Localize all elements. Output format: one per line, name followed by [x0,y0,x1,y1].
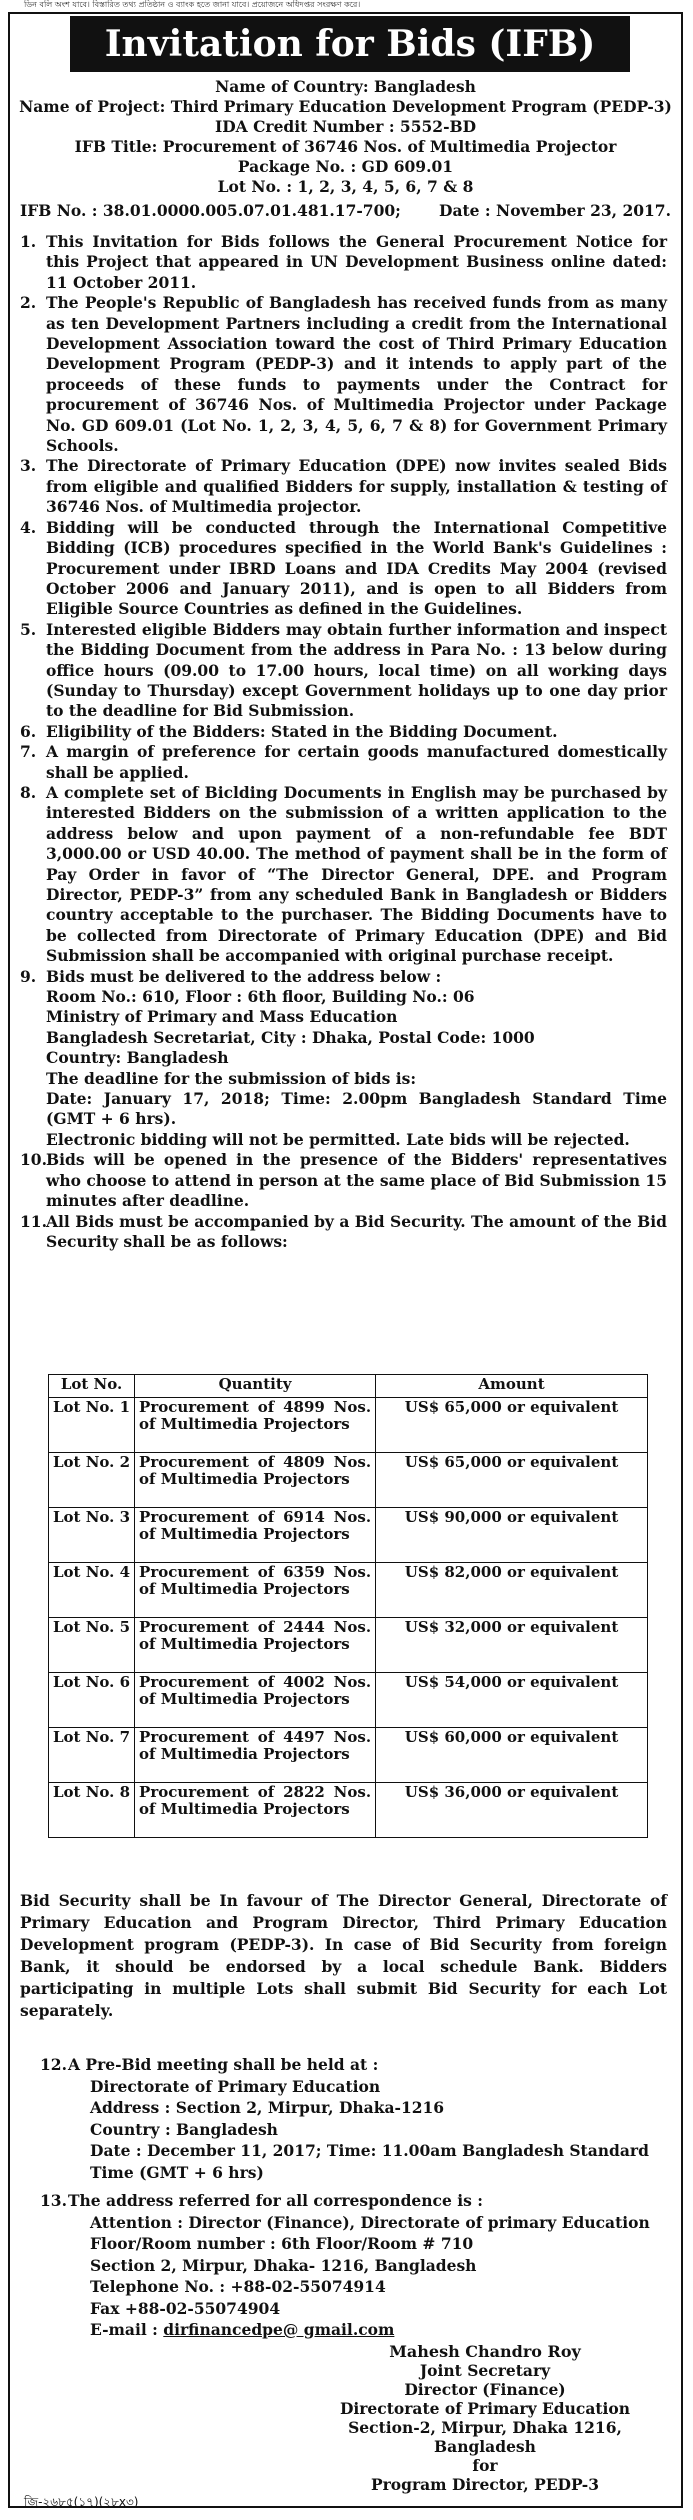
notice-border [8,12,683,2508]
country-line: Name of Country: Bangladesh [215,77,476,96]
item-text: Eligibility of the Bidders: Stated in the Bidding Document. [46,721,558,741]
item-text: Interested eligible Bidders may obtain further information and inspect the Bidding Document from the address in Para No. : 13 below during office hours (09.00 to 17.00 hours, local time) on all working days (Sunday to Thursday) except Government holidays up to one day prior to the deadline for Bid Submission. [46,619,667,721]
item-text: A margin of preference for certain goods manufactured domestically shall be applied. [46,742,667,782]
footer-code: জি-২৬৮৫(১৭)(২৮x৩) [24,2495,139,2509]
item-number: 1. [20,232,37,251]
item-text: A complete set of Biclding Documents in English may be purchased by interested Bidders on the submission of a written application to the address below and upon payment of a non-refundable fee BDT 3,000.00 or USD 40.00. The method of payment shall be in the form of Pay Order in favor of “The Director General, DPE. and Program Director, PEDP-3” from any scheduled Bank in Bangladesh or Bidders country acceptable to the purchaser. The Bidding Documents have to be collected from Directorate of Primary Education (DPE) and Bid Submission shall be accompanied with original purchase receipt. [46,782,667,966]
item-text: This Invitation for Bids follows the General Procurement Notice for this Project that appeared in UN Development Business online dated: 11 October 2011. [46,232,667,292]
signatory-address: Section-2, Mirpur, Dhaka 1216, Bangladesh [348,2418,622,2456]
item-number: 2. [20,293,37,313]
email-label: E-mail : [90,2320,164,2339]
ifb-title-line: IFB Title: Procurement of 36746 Nos. of Multimedia Projector [74,137,617,156]
item-number: 13. [40,2191,67,2210]
quantity-cell: Procurement of 2444 Nos. of Multimedia Projectors [135,1618,376,1673]
bid-security-table [48,1374,648,1838]
ifb-date: Date : November 23, 2017. [439,201,671,220]
notice-title: Invitation for Bids (IFB) [70,16,630,72]
item-number: 5. [20,619,37,639]
list-item [20,742,667,783]
table-row [49,1453,648,1508]
item-number: 6. [20,721,37,741]
item-text: The People's Republic of Bangladesh has received funds from as many as ten Development Partners including a credit from the International Development Association toward the cost of Third Primary Education Development Program (PEDP-3) and it intends to apply part of the proceeds of these funds to payments under the Contract for procurement of 36746 Nos. of Multimedia Projector under Package No. GD 609.01 (Lot No. 1, 2, 3, 4, 5, 6, 7 & 8) for Government Primary Schools. [46,293,667,456]
amount-cell: US$ 90,000 or equivalent [376,1508,648,1563]
quantity-cell: Procurement of 6914 Nos. of Multimedia Projectors [135,1508,376,1563]
item-number: 4. [20,517,37,537]
correspondence-section [42,2190,667,2341]
delivery-room: Room No.: 610, Floor : 6th floor, Building No.: 06 [46,987,475,1007]
correspondence-room: Floor/Room number : 6th Floor/Room # 710 [90,2234,474,2253]
table-header-row [49,1375,648,1398]
amount-cell: US$ 54,000 or equivalent [376,1673,648,1728]
item-text: The Directorate of Primary Education (DPE) now invites sealed Bids from eligible and qualified Bidders for supply, installation & testing of 36746 Nos. of Multimedia projector. [46,456,667,517]
list-item [20,1150,667,1211]
deadline-date: Date: January 17, 2018; Time: 2.00pm Bangladesh Standard Time (GMT + 6 hrs). [46,1089,667,1129]
signatory-role: Director (Finance) [404,2380,566,2399]
list-item [20,518,667,620]
deadline-title: The deadline for the submission of bids is: [46,1068,417,1088]
ifb-number: IFB No. : 38.01.0000.005.07.01.481.17-700; [20,201,401,220]
table-row [49,1508,648,1563]
item-number: 12. [40,2055,67,2074]
package-line: Package No. : GD 609.01 [237,157,454,176]
item-text: Bidding will be conducted through the International Competitive Bidding (ICB) procedures specified in the World Bank's Guidelines : Procurement under IBRD Loans and IDA Credits May 2004 (revised October 2006 and January 2011), and is open to all Bidders from Eligible Source Countries as defined in the Guidelines. [46,517,667,619]
email-link[interactable]: dirfinancedpe@ gmail.com [163,2320,395,2339]
signatory-office: Directorate of Primary Education [339,2399,631,2418]
item-number: 7. [20,742,37,762]
list-item [20,1212,667,1253]
signatory-designation: Joint Secretary [419,2361,551,2380]
quantity-cell: Procurement of 2822 Nos. of Multimedia Projectors [135,1783,376,1838]
pre-bid-venue: Directorate of Primary Education [90,2076,381,2096]
item-number: 3. [20,456,37,476]
pre-bid-country: Country : Bangladesh [90,2119,278,2139]
quantity-cell: Procurement of 4809 Nos. of Multimedia Projectors [135,1453,376,1508]
item-number: 9. [20,966,37,986]
amount-cell: US$ 32,000 or equivalent [376,1618,648,1673]
correspondence-address: Section 2, Mirpur, Dhaka- 1216, Bangladesh [90,2255,477,2275]
item-number: 11. [20,1211,47,1231]
table-row [49,1728,648,1783]
correspondence-title: The address referred for all correspondence is : [68,2191,483,2210]
list-item [20,783,667,967]
numbered-items [20,232,667,1252]
amount-cell: US$ 65,000 or equivalent [376,1453,648,1508]
list-item [20,967,667,1151]
quantity-cell: Procurement of 6359 Nos. of Multimedia Projectors [135,1563,376,1618]
amount-cell: US$ 60,000 or equivalent [376,1728,648,1783]
item-number: 8. [20,782,37,802]
table-row [49,1783,648,1838]
column-header-quantity: Quantity [135,1375,376,1398]
list-item [20,722,667,742]
table-row [49,1398,648,1453]
pre-bid-section [42,2054,667,2183]
bid-security-note: Bid Security shall be In favour of The Director General, Directorate of Primary Education and Program Director, Third Primary Education Development program (PEDP-3). In case of Bid Security from foreign Bank, it should be endorsed by a local schedule Bank. Bidders participating in multiple Lots shall submit Bid Security for each Lot separately. [20,1891,667,2020]
pre-bid-title: A Pre-Bid meeting shall be held at : [68,2055,379,2074]
delivery-country: Country: Bangladesh [46,1048,229,1068]
amount-cell: US$ 82,000 or equivalent [376,1563,648,1618]
credit-line: IDA Credit Number : 5552-BD [214,117,477,136]
lot-cell: Lot No. 6 [49,1673,135,1728]
item-text: All Bids must be accompanied by a Bid Security. The amount of the Bid Security shall be as follows: [46,1211,667,1251]
correspondence-attention: Attention : Director (Finance), Directorate of primary Education [90,2212,650,2232]
amount-cell: US$ 65,000 or equivalent [376,1398,648,1453]
list-item [20,232,667,293]
top-cutoff-text: ডিন বলি অংশ যাবে। বিস্তারিত তথ্য প্রতিষ্ঠান ও ব্যাংক হতে জানা যাবে। প্রয়োজনে অধিদপ্তর সংরক্ষণ করে। [24,0,361,9]
list-item [20,293,667,456]
delivery-ministry: Ministry of Primary and Mass Education [46,1007,398,1027]
list-item [20,620,667,722]
column-header-lot: Lot No. [49,1375,135,1398]
electronic-bidding-note: Electronic bidding will not be permitted. Late bids will be rejected. [46,1129,630,1149]
lots-line: Lot No. : 1, 2, 3, 4, 5, 6, 7 & 8 [217,177,474,196]
quantity-cell: Procurement of 4002 Nos. of Multimedia Projectors [135,1673,376,1728]
list-item [20,456,667,517]
amount-cell: US$ 36,000 or equivalent [376,1783,648,1838]
column-header-amount: Amount [376,1375,648,1398]
lot-cell: Lot No. 1 [49,1398,135,1453]
pre-bid-date: Date : December 11, 2017; Time: 11.00am Bangladesh Standard Time (GMT + 6 hrs) [90,2141,649,2182]
lot-cell: Lot No. 3 [49,1508,135,1563]
quantity-cell: Procurement of 4497 Nos. of Multimedia Projectors [135,1728,376,1783]
signatory-name: Mahesh Chandro Roy [389,2342,581,2361]
delivery-title: Bids must be delivered to the address below : [46,966,442,986]
pre-bid-address: Address : Section 2, Mirpur, Dhaka-1216 [90,2098,445,2117]
quantity-cell: Procurement of 4899 Nos. of Multimedia Projectors [135,1398,376,1453]
item-number: 10. [20,1150,47,1170]
correspondence-telephone: Telephone No. : +88-02-55074914 [90,2277,386,2296]
lot-cell: Lot No. 7 [49,1728,135,1783]
lot-cell: Lot No. 5 [49,1618,135,1673]
lot-cell: Lot No. 4 [49,1563,135,1618]
table-row [49,1563,648,1618]
item-text: Bids will be opened in the presence of the Bidders' representatives who choose to attend in person at the same place of Bid Submission 15 minutes after deadline. [46,1150,667,1211]
table-row [49,1618,648,1673]
signatory-for: for [472,2456,498,2475]
delivery-secretariat: Bangladesh Secretariat, City : Dhaka, Postal Code: 1000 [46,1027,535,1047]
project-line: Name of Project: Third Primary Education Development Program (PEDP-3) [19,97,672,116]
signature-block [310,2342,660,2494]
lot-cell: Lot No. 8 [49,1783,135,1838]
correspondence-fax: Fax +88-02-55074904 [90,2298,281,2318]
table-row [49,1673,648,1728]
signatory-program: Program Director, PEDP-3 [370,2475,600,2494]
ifb-number-row [20,200,671,222]
correspondence-email-row [68,2319,667,2341]
lot-cell: Lot No. 2 [49,1453,135,1508]
